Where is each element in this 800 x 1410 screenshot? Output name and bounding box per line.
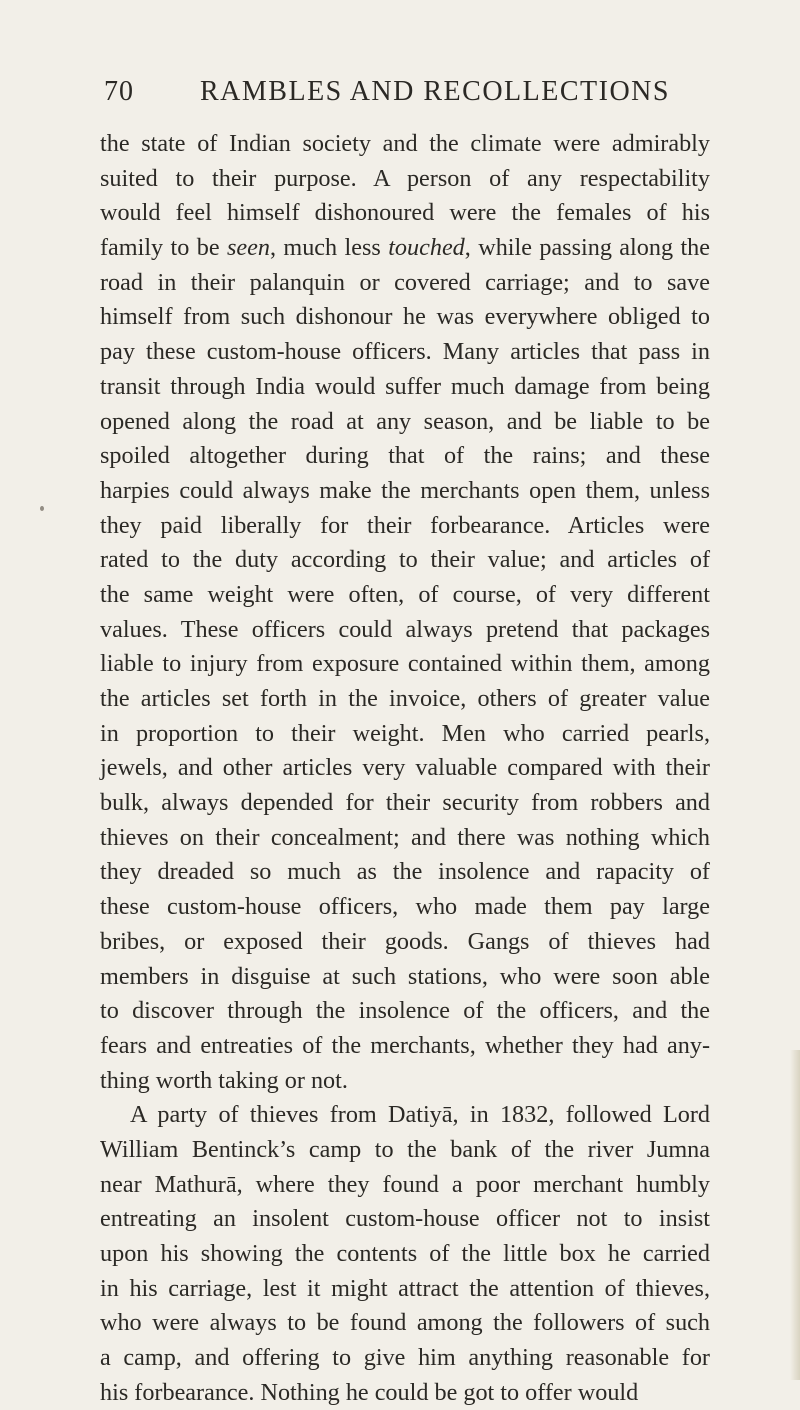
text-line: liable to injury from exposure contained within them, among	[100, 650, 710, 678]
text-line: in proportion to their weight. Men who carried pearls,	[100, 719, 710, 747]
text-line: opened along the road at any season, and be liable to be	[100, 407, 710, 435]
italic-word: touched	[388, 234, 465, 262]
text-line: his forbearance. Nothing he could be got to offer would	[100, 1378, 639, 1406]
text-line: suited to their purpose. A person of any respectability	[100, 164, 710, 192]
text-line: thing worth taking or not.	[100, 1066, 348, 1094]
text-line: who were always to be found among the followers of such	[100, 1309, 710, 1337]
text-line: the state of Indian society and the climate were admirably	[100, 130, 710, 157]
text-line: William Bentinck’s camp to the bank of the river Jumna	[100, 1135, 710, 1163]
text-span: , much less	[269, 234, 389, 262]
text-line: transit through India would suffer much damage from being	[100, 372, 710, 400]
text-line: near Mathurā, where they found a poor merchant humbly	[100, 1170, 710, 1198]
body-text	[100, 127, 710, 1410]
text-line: they dreaded so much as the insolence and rapacity of	[100, 858, 710, 886]
text-line: spoiled altogether during that of the rains; and these	[100, 442, 710, 470]
text-line: fears and entreaties of the merchants, whether they had any-	[100, 1031, 710, 1059]
text-span: , while passing along the	[464, 234, 710, 262]
text-line: A party of thieves from Datiyā, in 1832, followed Lord	[130, 1101, 710, 1129]
paper-blemish	[40, 506, 44, 511]
text-line	[100, 231, 710, 266]
text-line: road in their palanquin or covered carriage; and to save	[100, 268, 710, 296]
text-line: jewels, and other articles very valuable compared with their	[100, 754, 710, 782]
text-line: entreating an insolent custom-house officer not to insist	[100, 1205, 710, 1233]
text-line: himself from such dishonour he was everywhere obliged to	[100, 303, 710, 331]
text-line: in his carriage, lest it might attract the attention of thieves,	[100, 1274, 710, 1302]
text-line: members in disguise at such stations, who were soon able	[100, 962, 710, 990]
page-number: 70	[104, 76, 134, 107]
italic-word: seen	[226, 234, 270, 262]
running-head: RAMBLES AND RECOLLECTIONS	[200, 76, 670, 107]
text-line: values. These officers could always pretend that packages	[100, 615, 710, 643]
text-line: the articles set forth in the invoice, others of greater value	[100, 685, 710, 712]
text-span: family to be	[100, 234, 227, 262]
text-line: thieves on their concealment; and there was nothing which	[100, 823, 710, 851]
text-line: a camp, and offering to give him anything reasonable for	[100, 1344, 710, 1372]
text-line: harpies could always make the merchants open them, unless	[100, 476, 710, 504]
text-line: rated to the duty according to their value; and articles of	[100, 546, 710, 574]
page-header	[104, 76, 704, 116]
text-line: pay these custom-house officers. Many articles that pass in	[100, 338, 710, 366]
text-line: bribes, or exposed their goods. Gangs of thieves had	[100, 927, 710, 955]
text-line: they paid liberally for their forbearance. Articles were	[100, 511, 710, 539]
text-line: would feel himself dishonoured were the females of his	[100, 199, 710, 227]
text-line: upon his showing the contents of the little box he carried	[100, 1240, 710, 1267]
text-line: the same weight were often, of course, of very different	[100, 580, 710, 608]
text-line: to discover through the insolence of the officers, and the	[100, 997, 710, 1025]
page-edge-shadow	[790, 1050, 800, 1380]
text-line: bulk, always depended for their security from robbers and	[100, 789, 710, 817]
text-line: these custom-house officers, who made them pay large	[100, 893, 710, 921]
